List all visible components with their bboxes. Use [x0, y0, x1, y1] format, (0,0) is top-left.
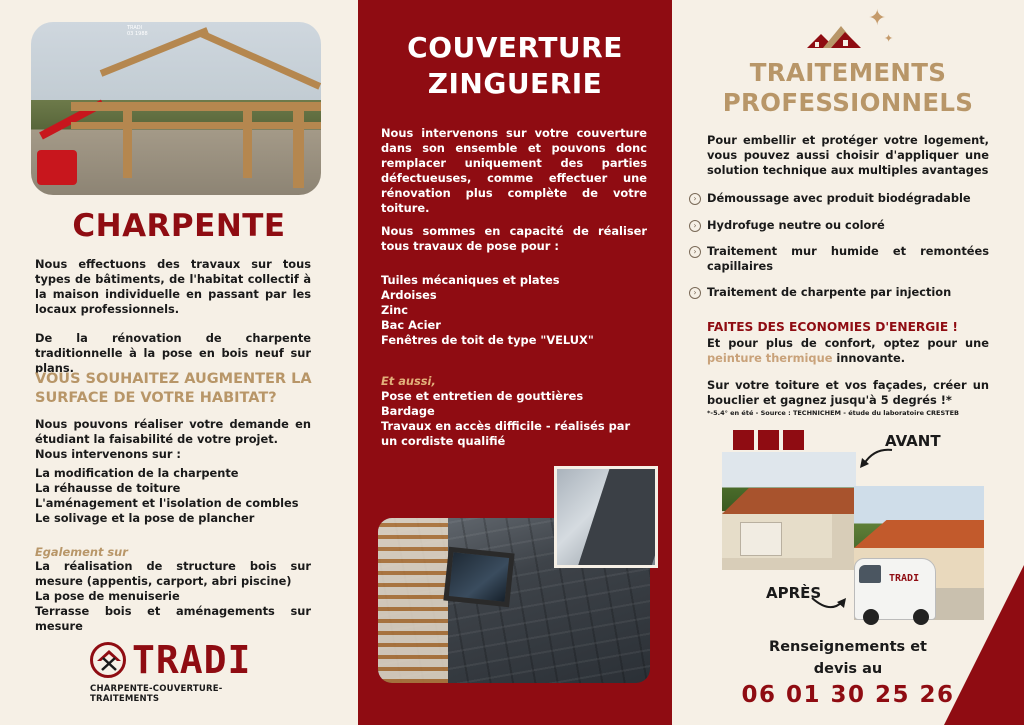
- sparkle-icon: ✦: [868, 6, 887, 31]
- houses-icon: [805, 20, 865, 50]
- charpente-services-list: [35, 466, 311, 526]
- post: [243, 108, 252, 178]
- list-item: Pose et entretien de gouttières: [381, 389, 584, 403]
- list-item: Zinc: [381, 303, 409, 317]
- tradi-logo: [86, 636, 286, 704]
- curved-arrow-icon: [856, 446, 896, 472]
- post: [123, 108, 132, 178]
- chevron-right-icon: ›: [689, 246, 701, 258]
- feasibility-text: Nous pouvons réaliser votre demande en étudiant la faisabilité de votre projet.: [35, 417, 311, 446]
- decor-square: [758, 430, 779, 450]
- contact-line-2: devis au: [813, 661, 883, 677]
- logo-wordmark: TRADI: [132, 638, 252, 682]
- list-item: Terrasse bois et aménagements sur mesure: [35, 604, 311, 633]
- zinc-dormer-photo: [554, 466, 658, 568]
- surface-question: VOUS SOUHAITEZ AUGMENTER LA SURFACE DE VOTRE HABITAT?: [35, 371, 312, 406]
- energy-title: FAITES DES ECONOMIES D'ENERGIE !: [707, 320, 958, 334]
- couverture-title: [358, 30, 672, 102]
- charpente-extras-list: [35, 559, 311, 634]
- before-photo: [722, 452, 856, 570]
- new-roof: [854, 520, 984, 548]
- list-item: Ardoises: [381, 288, 437, 302]
- charpente-panel: [0, 0, 358, 725]
- beam: [71, 122, 321, 129]
- energy-highlight: peinture thermique: [707, 351, 833, 365]
- post: [293, 108, 304, 188]
- treatment-item: Hydrofuge neutre ou coloré: [707, 218, 885, 232]
- energy-text-b: innovante.: [832, 351, 906, 365]
- shield-text: Sur votre toiture et vos façades, créer un bouclier et gagnez jusqu'à 5 degrés !*: [707, 378, 989, 407]
- list-item: Fenêtres de toit de type "VELUX": [381, 333, 594, 347]
- couverture-panel: [358, 0, 672, 725]
- beam: [71, 102, 321, 111]
- energy-text: [707, 336, 989, 366]
- photo-watermark: TRADI 03 1988: [127, 25, 148, 37]
- phone-number[interactable]: 06 01 30 25 26: [741, 682, 955, 708]
- van-logo: TRADI: [889, 573, 920, 584]
- charpente-renovation: De la rénovation de charpente traditionnelle à la pose en bois neuf sur plans.: [35, 331, 311, 375]
- treatment-item: Démoussage avec produit biodégradable: [707, 191, 971, 205]
- list-item: La réalisation de structure bois sur mesure (appentis, carport, abri piscine): [35, 559, 311, 588]
- charpente-title: CHARPENTE: [72, 208, 286, 244]
- capacity-text: Nous sommes en capacité de réaliser tous travaux de pose pour :: [381, 224, 647, 253]
- slate-texture: [578, 466, 658, 568]
- decor-square: [733, 430, 754, 450]
- van-wheel: [913, 609, 929, 625]
- rafter: [200, 30, 321, 89]
- also-label: Egalement sur: [35, 545, 128, 559]
- extras-list: [381, 389, 647, 449]
- chevron-right-icon: ›: [689, 220, 701, 232]
- list-item: Le solivage et la pose de plancher: [35, 511, 255, 525]
- list-item: La pose de menuiserie: [35, 589, 180, 603]
- old-roof: [722, 488, 856, 514]
- traitements-panel: [672, 0, 1024, 725]
- list-item: Bardage: [381, 404, 435, 418]
- list-item: Travaux en accès difficile - réalisés par un cordiste qualifié: [381, 419, 631, 448]
- roof-battens: [378, 518, 448, 683]
- list-item: La modification de la charpente: [35, 466, 239, 480]
- also-label: Et aussi,: [381, 374, 436, 388]
- timber-frame-photo: [31, 22, 321, 195]
- couverture-intro: Nous intervenons sur votre couverture dans son ensemble et pouvons donc remplacer uniquement des parties défectueuses, comme effectuer une rénovation plus complète de votre toiture.: [381, 126, 647, 215]
- sparkle-icon: ✦: [884, 32, 894, 45]
- treatment-item: Traitement de charpente par injection: [707, 285, 952, 299]
- title-line-2: PROFESSIONNELS: [722, 88, 974, 117]
- title-line-2: ZINGUERIE: [427, 67, 603, 100]
- traitements-title: [672, 58, 1024, 118]
- chevron-right-icon: ›: [689, 193, 701, 205]
- logo-tagline: CHARPENTE-COUVERTURE-TRAITEMENTS: [90, 684, 223, 704]
- before-label: AVANT: [885, 432, 941, 450]
- chevron-right-icon: ›: [689, 287, 701, 299]
- garage-door: [740, 522, 782, 556]
- van-wheel: [863, 609, 879, 625]
- list-item: La réhausse de toiture: [35, 481, 181, 495]
- traitements-intro: Pour embellir et protéger votre logement, vous pouvez aussi choisir d'appliquer une solution technique aux multiples avantages: [707, 133, 989, 177]
- after-label: APRÈS: [766, 584, 822, 602]
- roof-hammer-icon: [90, 642, 126, 678]
- curved-arrow-icon: [810, 592, 850, 618]
- decor-square: [783, 430, 804, 450]
- rafter: [100, 27, 209, 77]
- crane: [37, 150, 77, 185]
- van-window: [859, 565, 881, 583]
- energy-text-a: Et pour plus de confort, optez pour une: [707, 336, 989, 350]
- title-line-1: TRAITEMENTS: [749, 58, 947, 87]
- intervene-label: Nous intervenons sur :: [35, 447, 181, 461]
- title-line-1: COUVERTURE: [407, 31, 623, 64]
- list-item: L'aménagement et l'isolation de combles: [35, 496, 299, 510]
- charpente-intro: Nous effectuons des travaux sur tous types de bâtiments, de l'habitat collectif à la maison individuelle en passant par les locaux professionnels.: [35, 257, 311, 316]
- source-note: *-5.4° en été - Source : TECHNICHEM - étude du laboratoire CRESTEB: [707, 409, 959, 417]
- list-item: Bac Acier: [381, 318, 441, 332]
- company-van: [854, 558, 936, 620]
- pose-items-list: [381, 273, 647, 348]
- contact-line-1: Renseignements et: [769, 639, 927, 655]
- treatment-item: Traitement mur humide et remontées capillaires: [707, 244, 989, 273]
- list-item: Tuiles mécaniques et plates: [381, 273, 560, 287]
- roof-window: [443, 547, 514, 608]
